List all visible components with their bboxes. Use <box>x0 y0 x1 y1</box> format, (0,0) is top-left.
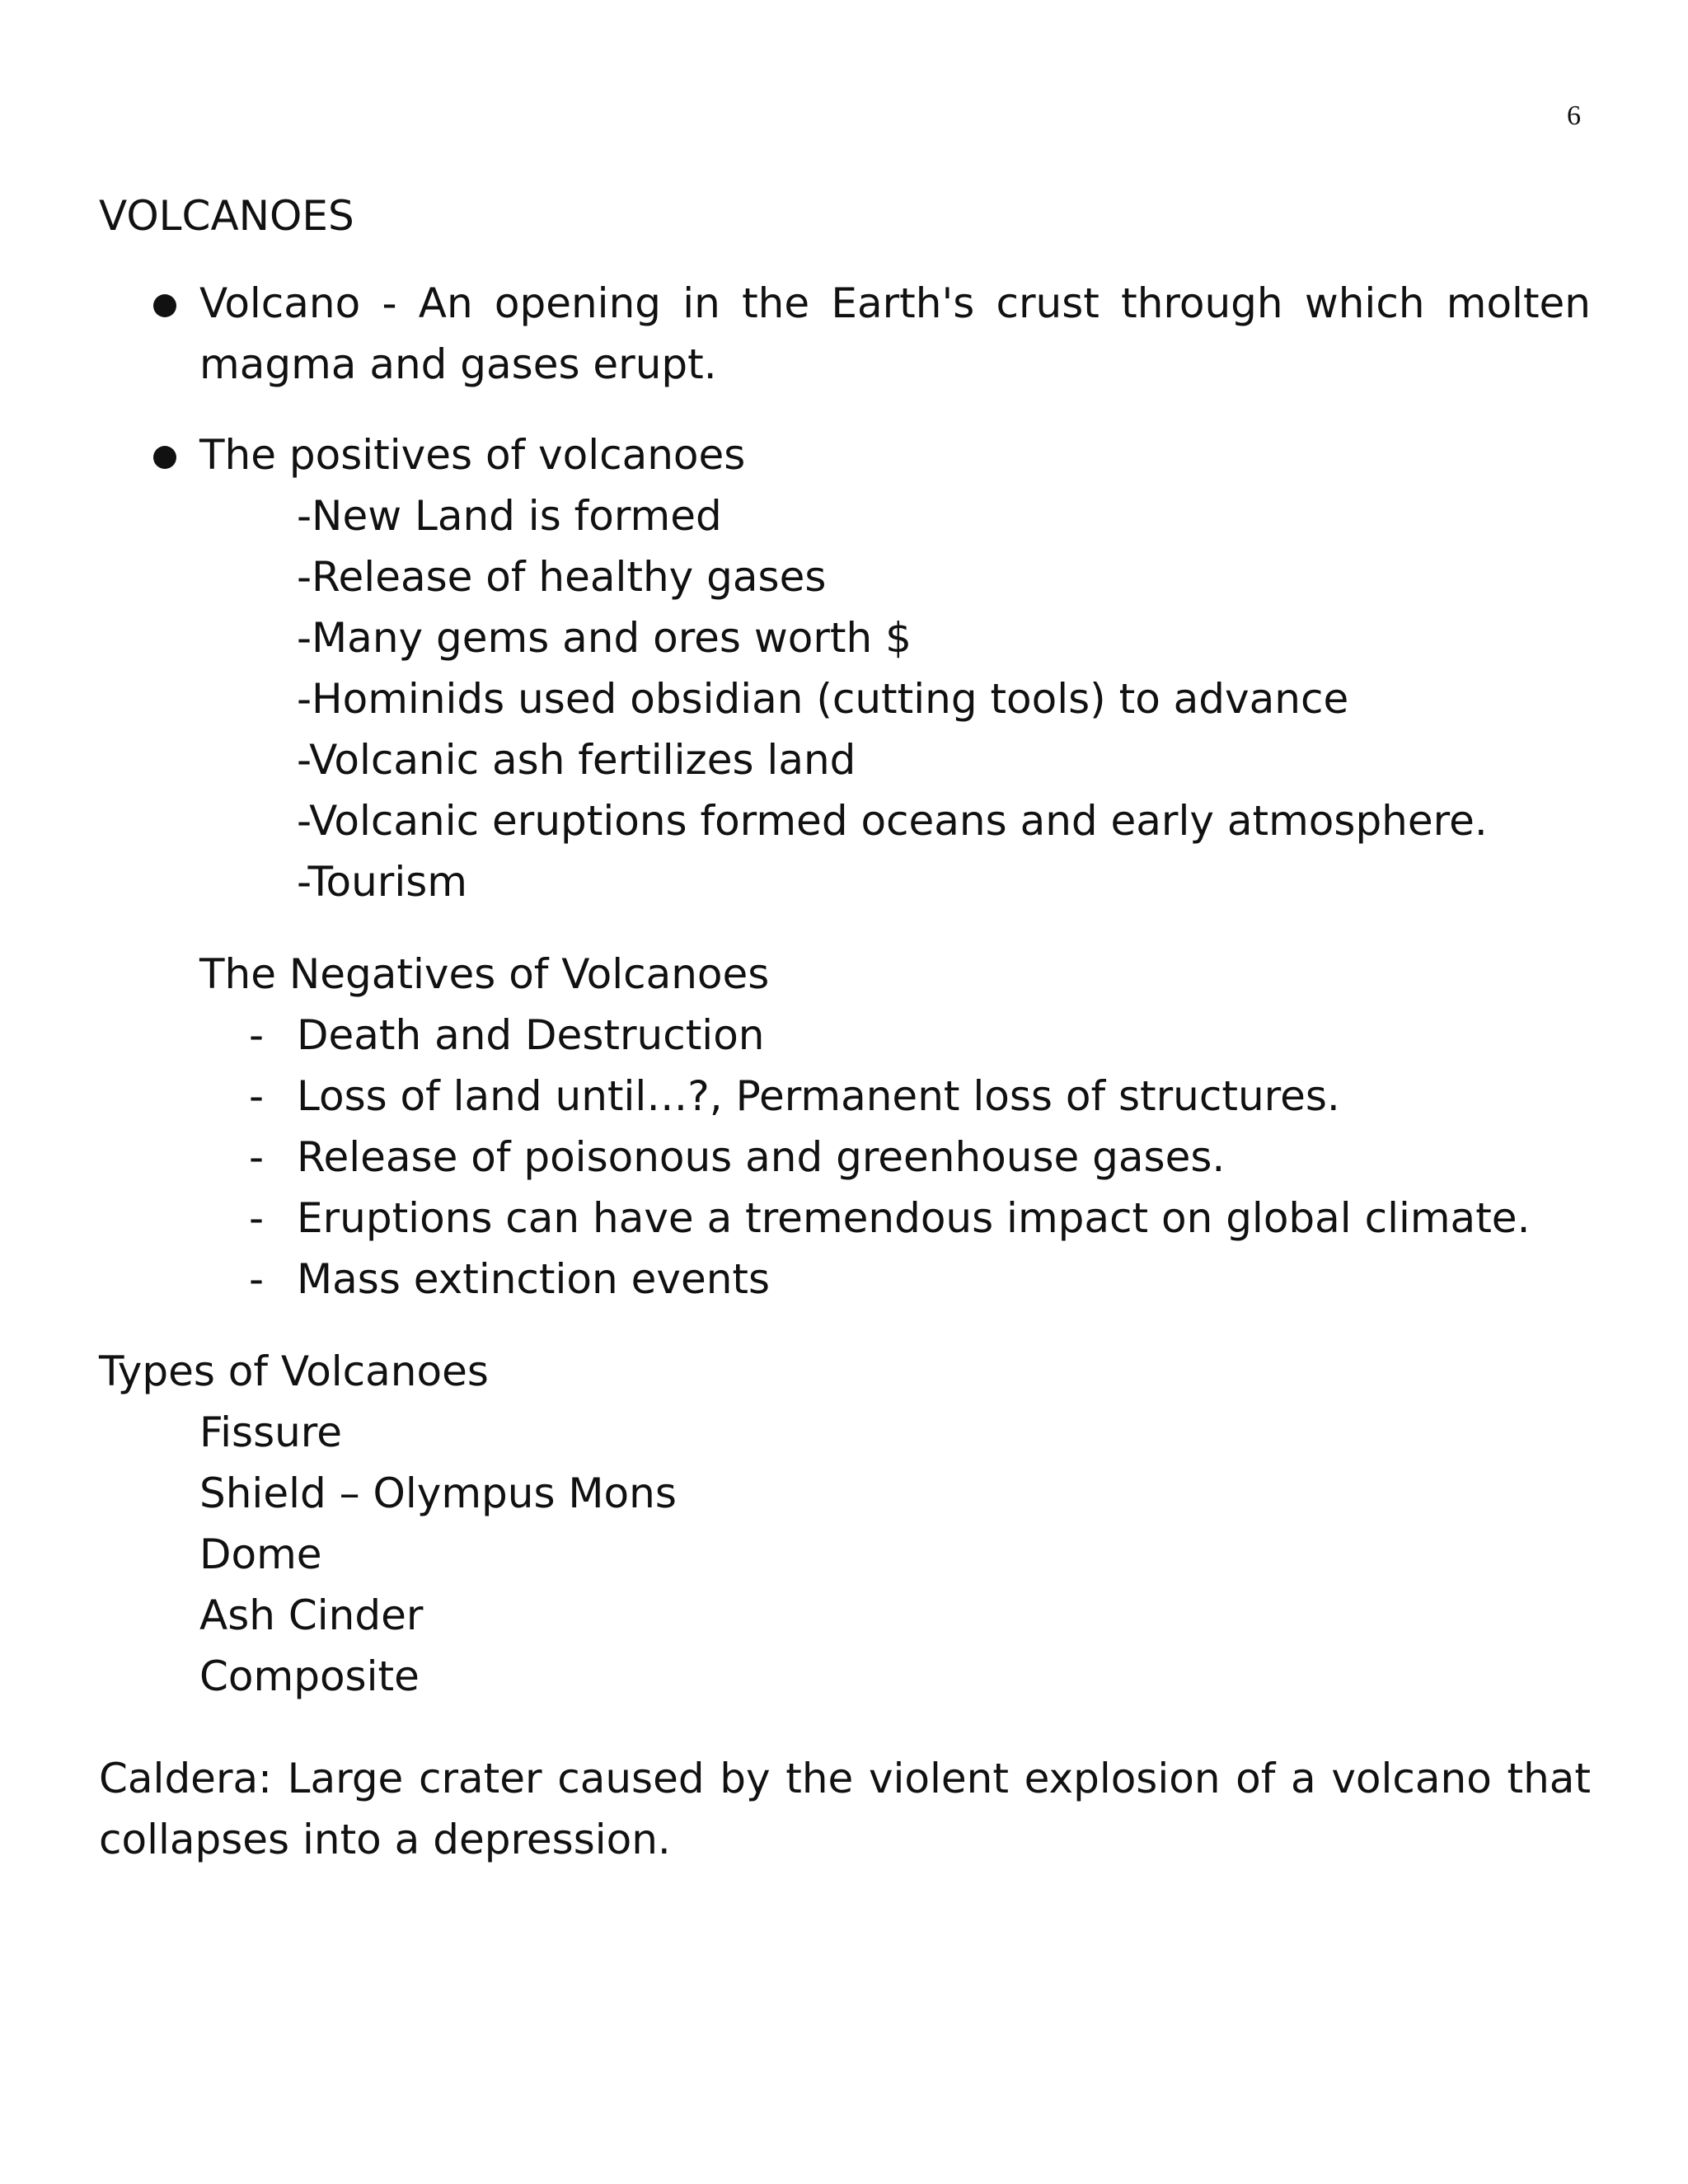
list-item-text: Mass extinction events <box>297 1255 771 1303</box>
list-item-text: Loss of land until…?, Permanent loss of structures. <box>297 1072 1340 1120</box>
list-item: -Many gems and ores worth $ <box>297 614 912 662</box>
negatives-heading: The Negatives of Volcanoes <box>199 950 770 998</box>
page-title: VOLCANOES <box>99 192 354 240</box>
list-item: Dome <box>199 1530 322 1578</box>
list-item: Shield – Olympus Mons <box>199 1469 677 1517</box>
list-item: -Hominids used obsidian (cutting tools) to advance <box>297 675 1349 723</box>
list-item: -Release of healthy gases <box>297 553 827 601</box>
dash-marker: - <box>249 1011 265 1059</box>
bullet-dot-icon <box>153 294 176 317</box>
types-heading: Types of Volcanoes <box>99 1347 489 1395</box>
list-item <box>199 1188 1530 1249</box>
positives-bullet <box>99 424 1591 912</box>
list-item <box>199 1127 1530 1188</box>
dash-marker: - <box>249 1194 265 1242</box>
dash-marker: - <box>249 1255 265 1303</box>
list-item-text: Eruptions can have a tremendous impact on global climate. <box>297 1194 1531 1242</box>
definition-bullet <box>99 273 1591 395</box>
list-item: -Volcanic ash fertilizes land <box>297 736 856 784</box>
list-item: -Tourism <box>297 858 467 906</box>
list-item: Ash Cinder <box>199 1591 424 1639</box>
list-item <box>199 1249 1530 1310</box>
list-item: Fissure <box>199 1408 343 1456</box>
negatives-list <box>199 1005 1530 1310</box>
list-item: Composite <box>199 1652 420 1700</box>
list-item: -New Land is formed <box>297 492 722 540</box>
positives-list <box>297 485 1591 912</box>
dash-marker: - <box>249 1133 265 1181</box>
bullet-dot-icon <box>153 446 176 469</box>
dash-marker: - <box>249 1072 265 1120</box>
list-item-text: Death and Destruction <box>297 1011 765 1059</box>
page-number: 6 <box>1567 101 1581 131</box>
types-list <box>199 1402 677 1707</box>
list-item: -Volcanic eruptions formed oceans and early atmosphere. <box>297 797 1488 845</box>
list-item <box>199 1005 1530 1066</box>
caldera-definition: Caldera: Large crater caused by the violent explosion of a volcano that collapses into a depression. <box>99 1755 1591 1863</box>
positives-heading: The positives of volcanoes <box>199 431 746 479</box>
list-item-text: Release of poisonous and greenhouse gases. <box>297 1133 1226 1181</box>
volcano-definition: Volcano - An opening in the Earth's crust through which molten magma and gases erupt. <box>199 279 1591 388</box>
list-item <box>199 1066 1530 1127</box>
